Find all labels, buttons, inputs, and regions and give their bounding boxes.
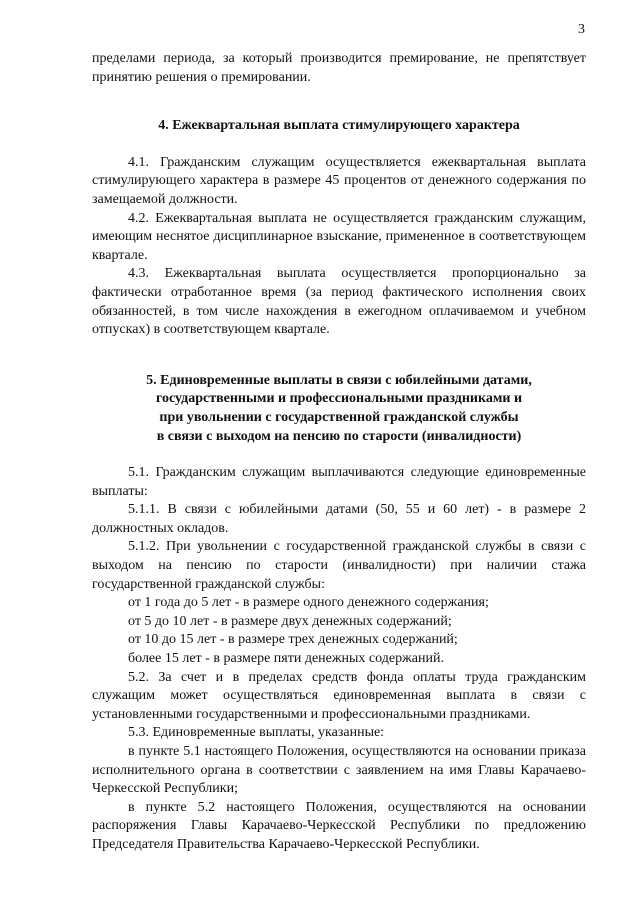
document-body <box>92 50 586 855</box>
paragraph-5-3: 5.3. Единовременные выплаты, указанные: <box>128 725 385 741</box>
paragraph-5-3-b: в пункте 5.2 настоящего Положения, осуществляются на основании распоряжения Главы Карачаево-Черкесской Республики по предложению Председателя Правительства Карачаево-Черкесской Республики. <box>92 799 586 852</box>
section-4-title: 4. Ежеквартальная выплата стимулирующего характера <box>158 118 520 134</box>
intro-paragraph: пределами периода, за который производится премирование, не препятствует принятию решения о премировании. <box>92 51 586 85</box>
paragraph-4-3: 4.3. Ежеквартальная выплата осуществляется пропорционально за фактически отработанное время (за период фактического исполнения своих обязанностей, в том числе нахождения в ежегодном оплачиваемом и учебном отпусках) в соответствующем квартале. <box>92 266 586 338</box>
section-5-title-line: в связи с выходом на пенсию по старости (инвалидности) <box>156 428 522 444</box>
paragraph-4-2: 4.2. Ежеквартальная выплата не осуществляется гражданским служащим, имеющим неснятое дисциплинарное взыскание, примененное в соответствующем квартале. <box>92 210 586 263</box>
section-5-title <box>92 372 586 446</box>
paragraph-4-1: 4.1. Гражданским служащим осуществляется ежеквартальная выплата стимулирующего характера в размере 45 процентов от денежного содержания по замещаемой должности. <box>92 154 586 207</box>
section-5-title-line: 5. Единовременные выплаты в связи с юбилейными датами, <box>146 372 532 388</box>
section-5-title-line: государственными и профессиональными праздниками и <box>155 391 523 407</box>
list-item: от 5 до 10 лет - в размере двух денежных содержаний; <box>128 613 452 629</box>
paragraph-5-1-2: 5.1.2. При увольнении с государственной гражданской службы в связи с выходом на пенсию по старости (инвалидности) при наличии стажа государственной гражданской службы: <box>92 539 586 592</box>
paragraph-5-1: 5.1. Гражданским служащим выплачиваются следующие единовременные выплаты: <box>92 465 586 499</box>
paragraph-5-3-a: в пункте 5.1 настоящего Положения, осуществляются на основании приказа исполнительного органа в соответствии с заявлением на имя Главы Карачаево-Черкесской Республики; <box>92 744 586 797</box>
paragraph-5-2: 5.2. За счет и в пределах средств фонда оплаты труда гражданским служащим может осуществляться единовременная выплата в связи с установленными государственными и профессиональными праздниками. <box>92 669 586 722</box>
list-item: от 10 до 15 лет - в размере трех денежных содержаний; <box>128 632 458 648</box>
paragraph-5-1-1: 5.1.1. В связи с юбилейными датами (50, 55 и 60 лет) - в размере 2 должностных окладов. <box>92 502 586 536</box>
page-number: 3 <box>578 22 585 37</box>
list-item: более 15 лет - в размере пяти денежных содержаний. <box>128 651 444 667</box>
list-item: от 1 года до 5 лет - в размере одного денежного содержания; <box>128 595 489 611</box>
section-5-title-line: при увольнении с государственной гражданской службы <box>159 409 519 425</box>
